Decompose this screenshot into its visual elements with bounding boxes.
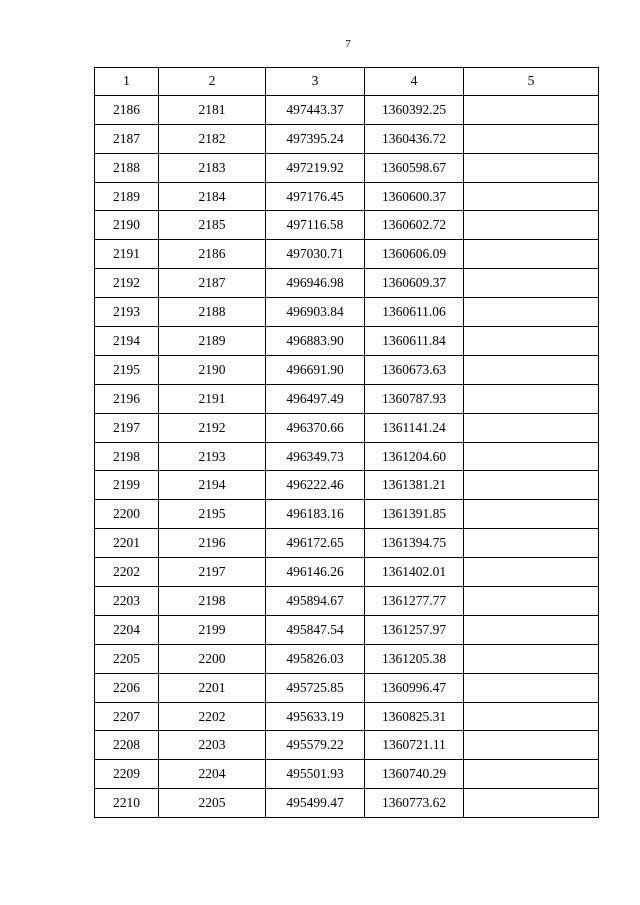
table-cell: 2199 — [95, 471, 159, 500]
table-cell: 495847.54 — [266, 615, 365, 644]
table-cell: 495499.47 — [266, 789, 365, 818]
table-cell: 2191 — [95, 240, 159, 269]
table-cell — [464, 702, 599, 731]
table-row — [95, 644, 599, 673]
table-row — [95, 182, 599, 211]
table-cell — [464, 760, 599, 789]
table-cell: 495579.22 — [266, 731, 365, 760]
table-cell: 1360721.11 — [365, 731, 464, 760]
table-cell: 2195 — [159, 500, 266, 529]
table-cell: 1360996.47 — [365, 673, 464, 702]
table-cell: 1360740.29 — [365, 760, 464, 789]
table-cell: 2201 — [159, 673, 266, 702]
table-cell: 2198 — [95, 442, 159, 471]
table-cell: 496172.65 — [266, 529, 365, 558]
table-cell: 1361257.97 — [365, 615, 464, 644]
table-cell: 2197 — [95, 413, 159, 442]
table-row — [95, 269, 599, 298]
table-cell: 2208 — [95, 731, 159, 760]
table-cell — [464, 644, 599, 673]
table-cell: 1361277.77 — [365, 587, 464, 616]
table-cell: 1360673.63 — [365, 355, 464, 384]
table-cell — [464, 240, 599, 269]
table-cell: 496146.26 — [266, 558, 365, 587]
table-row — [95, 760, 599, 789]
table-cell — [464, 124, 599, 153]
table-cell: 2189 — [159, 327, 266, 356]
table-cell: 2183 — [159, 153, 266, 182]
table-cell: 497443.37 — [266, 95, 365, 124]
table-cell: 496370.66 — [266, 413, 365, 442]
table-cell — [464, 587, 599, 616]
table-row — [95, 298, 599, 327]
table-cell — [464, 673, 599, 702]
table-cell: 2196 — [159, 529, 266, 558]
table-cell: 2210 — [95, 789, 159, 818]
table-cell: 496183.16 — [266, 500, 365, 529]
table-cell: 497116.58 — [266, 211, 365, 240]
table-cell — [464, 153, 599, 182]
table-cell: 2192 — [159, 413, 266, 442]
table-cell — [464, 558, 599, 587]
table-cell: 496497.49 — [266, 384, 365, 413]
table-cell: 497176.45 — [266, 182, 365, 211]
table-cell: 2191 — [159, 384, 266, 413]
table-cell: 2187 — [95, 124, 159, 153]
table-cell — [464, 789, 599, 818]
table-cell: 1360611.06 — [365, 298, 464, 327]
table-body — [95, 95, 599, 817]
table-row — [95, 615, 599, 644]
table-row — [95, 211, 599, 240]
table-cell: 1361141.24 — [365, 413, 464, 442]
table-cell: 2199 — [159, 615, 266, 644]
table-cell: 2200 — [159, 644, 266, 673]
table-cell — [464, 731, 599, 760]
table-cell: 2185 — [159, 211, 266, 240]
table-cell: 1360611.84 — [365, 327, 464, 356]
table-row — [95, 327, 599, 356]
table-cell: 497030.71 — [266, 240, 365, 269]
table-cell: 1361394.75 — [365, 529, 464, 558]
table-cell — [464, 413, 599, 442]
table-cell: 496222.46 — [266, 471, 365, 500]
column-header: 2 — [159, 68, 266, 96]
table-cell: 2202 — [95, 558, 159, 587]
table-row — [95, 673, 599, 702]
table-cell — [464, 269, 599, 298]
table-row — [95, 529, 599, 558]
table-cell: 495501.93 — [266, 760, 365, 789]
table-cell: 2184 — [159, 182, 266, 211]
table-cell — [464, 442, 599, 471]
table-cell: 1360825.31 — [365, 702, 464, 731]
table-cell: 1361204.60 — [365, 442, 464, 471]
table-cell: 496883.90 — [266, 327, 365, 356]
table-cell: 2186 — [95, 95, 159, 124]
table-cell: 497395.24 — [266, 124, 365, 153]
table-cell: 2182 — [159, 124, 266, 153]
table-cell — [464, 211, 599, 240]
table-cell: 2188 — [95, 153, 159, 182]
table-cell: 2209 — [95, 760, 159, 789]
table-cell — [464, 615, 599, 644]
table-row — [95, 558, 599, 587]
table-row — [95, 789, 599, 818]
table-cell: 2190 — [159, 355, 266, 384]
table-cell: 2190 — [95, 211, 159, 240]
table-cell: 496903.84 — [266, 298, 365, 327]
table-cell: 2186 — [159, 240, 266, 269]
table-cell: 1360598.67 — [365, 153, 464, 182]
table-row — [95, 124, 599, 153]
table-cell: 497219.92 — [266, 153, 365, 182]
table-cell: 2205 — [95, 644, 159, 673]
table-row — [95, 355, 599, 384]
column-header: 3 — [266, 68, 365, 96]
table-cell: 495633.19 — [266, 702, 365, 731]
table-cell: 496691.90 — [266, 355, 365, 384]
table-cell: 2195 — [95, 355, 159, 384]
table-cell: 2203 — [95, 587, 159, 616]
table-cell: 1361381.21 — [365, 471, 464, 500]
table-row — [95, 240, 599, 269]
table-row — [95, 500, 599, 529]
table-cell: 1360600.37 — [365, 182, 464, 211]
table-cell: 495725.85 — [266, 673, 365, 702]
table-cell: 2201 — [95, 529, 159, 558]
table-cell: 2188 — [159, 298, 266, 327]
column-header: 5 — [464, 68, 599, 96]
table-cell — [464, 355, 599, 384]
table-row — [95, 153, 599, 182]
table-header-row — [95, 68, 599, 96]
table-cell: 496946.98 — [266, 269, 365, 298]
table-cell — [464, 500, 599, 529]
table-cell: 1360609.37 — [365, 269, 464, 298]
table-cell: 495826.03 — [266, 644, 365, 673]
table-cell: 2202 — [159, 702, 266, 731]
table-cell: 2205 — [159, 789, 266, 818]
table-cell — [464, 529, 599, 558]
table-cell: 2194 — [159, 471, 266, 500]
table-cell: 1361205.38 — [365, 644, 464, 673]
table-cell: 2207 — [95, 702, 159, 731]
table-row — [95, 471, 599, 500]
column-header: 1 — [95, 68, 159, 96]
page-number: 7 — [345, 38, 351, 50]
table-cell: 1361391.85 — [365, 500, 464, 529]
table-cell — [464, 384, 599, 413]
table-cell: 2206 — [95, 673, 159, 702]
table-row — [95, 702, 599, 731]
table-cell: 2193 — [159, 442, 266, 471]
table-cell: 1360436.72 — [365, 124, 464, 153]
table-cell: 2192 — [95, 269, 159, 298]
table-cell — [464, 471, 599, 500]
table-cell: 1360787.93 — [365, 384, 464, 413]
table-cell: 2194 — [95, 327, 159, 356]
table-cell: 2189 — [95, 182, 159, 211]
table-row — [95, 587, 599, 616]
table-row — [95, 442, 599, 471]
table-cell: 1361402.01 — [365, 558, 464, 587]
table-row — [95, 731, 599, 760]
table-cell: 1360773.62 — [365, 789, 464, 818]
table-cell — [464, 298, 599, 327]
table-cell: 2181 — [159, 95, 266, 124]
column-header: 4 — [365, 68, 464, 96]
table-cell — [464, 95, 599, 124]
table-row — [95, 413, 599, 442]
table-cell: 496349.73 — [266, 442, 365, 471]
table-cell: 2193 — [95, 298, 159, 327]
table-cell: 2197 — [159, 558, 266, 587]
table-cell: 1360392.25 — [365, 95, 464, 124]
table-cell: 2200 — [95, 500, 159, 529]
table-cell: 1360606.09 — [365, 240, 464, 269]
table-cell: 2198 — [159, 587, 266, 616]
table-cell: 2204 — [95, 615, 159, 644]
table-cell: 2204 — [159, 760, 266, 789]
table-cell: 2203 — [159, 731, 266, 760]
table-cell — [464, 182, 599, 211]
table-cell — [464, 327, 599, 356]
table-row — [95, 384, 599, 413]
table-cell: 1360602.72 — [365, 211, 464, 240]
table-cell: 495894.67 — [266, 587, 365, 616]
table-cell: 2187 — [159, 269, 266, 298]
table-cell: 2196 — [95, 384, 159, 413]
table-row — [95, 95, 599, 124]
coordinates-table — [94, 67, 599, 818]
